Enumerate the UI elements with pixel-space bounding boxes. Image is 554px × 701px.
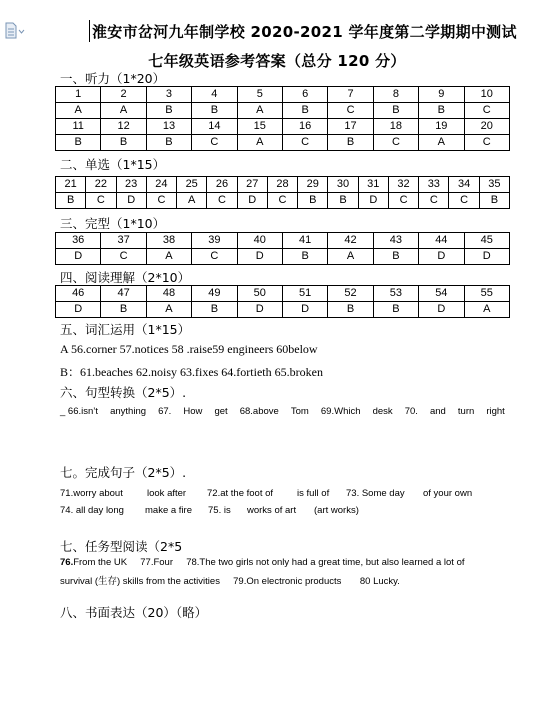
answer-cell: C bbox=[419, 193, 449, 209]
table-row bbox=[56, 249, 510, 265]
answer-cell: B bbox=[56, 135, 101, 151]
single-choice-answer-table bbox=[55, 176, 510, 209]
question-number-cell: 7 bbox=[328, 87, 373, 103]
section-task-reading-heading: 七、任务型阅读（2*5 bbox=[60, 539, 183, 554]
answer-phrase: of your own bbox=[423, 488, 473, 499]
answer-cell: C bbox=[192, 249, 237, 265]
question-number-cell: 8 bbox=[373, 87, 418, 103]
answer-phrase: 75. is bbox=[208, 505, 231, 516]
answer-word: right bbox=[486, 406, 505, 417]
answer-cell: B bbox=[479, 193, 509, 209]
answer-cell: B bbox=[282, 103, 327, 119]
question-number-cell: 52 bbox=[328, 286, 373, 302]
answer-phrase: 74. all day long bbox=[60, 505, 124, 516]
answer-cell: C bbox=[282, 135, 327, 151]
answer-cell: A bbox=[464, 302, 509, 318]
answer-cell: B bbox=[328, 302, 373, 318]
question-number-cell: 51 bbox=[282, 286, 327, 302]
question-number-cell: 55 bbox=[464, 286, 509, 302]
question-number-cell: 21 bbox=[56, 177, 86, 193]
question-number-cell: 50 bbox=[237, 286, 282, 302]
answer-cell: D bbox=[358, 193, 388, 209]
answer-cell: B bbox=[282, 249, 327, 265]
answer-phrase: make a fire bbox=[145, 505, 192, 516]
question-number-cell: 16 bbox=[282, 119, 327, 135]
vocabulary-answers-b: B：61.beaches 62.noisy 63.fixes 64.fortieth 65.broken bbox=[60, 365, 323, 379]
question-number-cell: 20 bbox=[464, 119, 509, 135]
answer-word: turn bbox=[457, 406, 475, 417]
listening-answer-table bbox=[55, 86, 510, 151]
answer-cell: C bbox=[146, 193, 176, 209]
answer-cell: A bbox=[237, 135, 282, 151]
table-row bbox=[56, 135, 510, 151]
question-number-cell: 15 bbox=[237, 119, 282, 135]
answer-cell: B bbox=[373, 249, 418, 265]
answer-word: 68.above bbox=[239, 406, 279, 417]
question-number-cell: 9 bbox=[419, 87, 464, 103]
question-number-cell: 23 bbox=[116, 177, 146, 193]
document-title: 淮安市岔河九年制学校 2020-2021 学年度第二学期期中测试 bbox=[92, 23, 517, 41]
question-number-cell: 10 bbox=[464, 87, 509, 103]
answer-cell: A bbox=[419, 135, 464, 151]
question-number-cell: 25 bbox=[177, 177, 207, 193]
answer-cell: C bbox=[101, 249, 146, 265]
answer-cell: B bbox=[328, 193, 358, 209]
question-number-cell: 49 bbox=[192, 286, 237, 302]
text-cursor bbox=[89, 20, 90, 42]
question-number-cell: 1 bbox=[56, 87, 101, 103]
question-number-cell: 53 bbox=[373, 286, 418, 302]
question-number-cell: 48 bbox=[146, 286, 191, 302]
question-number-cell: 32 bbox=[388, 177, 418, 193]
answer-cell: B bbox=[101, 302, 146, 318]
answer-cell: C bbox=[192, 135, 237, 151]
answer-cell: A bbox=[177, 193, 207, 209]
answer-cell: B bbox=[56, 193, 86, 209]
question-number-cell: 39 bbox=[192, 233, 237, 249]
answer-word: desk bbox=[372, 406, 393, 417]
question-number-cell: 18 bbox=[373, 119, 418, 135]
section-sentence-transformation-heading: 六、句型转换（2*5）. bbox=[60, 385, 187, 400]
answer-word: 70. bbox=[404, 406, 418, 417]
answer-word: and bbox=[429, 406, 446, 417]
question-number-cell: 37 bbox=[101, 233, 146, 249]
question-number-cell: 22 bbox=[86, 177, 116, 193]
table-row bbox=[56, 87, 510, 103]
question-number-cell: 44 bbox=[419, 233, 464, 249]
answer-cell: C bbox=[373, 135, 418, 151]
question-number-cell: 13 bbox=[146, 119, 191, 135]
section-vocabulary-heading: 五、词汇运用（1*15） bbox=[60, 322, 191, 337]
answer-cell: C bbox=[86, 193, 116, 209]
answer-cell: D bbox=[419, 249, 464, 265]
table-row bbox=[56, 177, 510, 193]
answer-cell: D bbox=[116, 193, 146, 209]
answer-cell: A bbox=[237, 103, 282, 119]
question-number-cell: 29 bbox=[298, 177, 328, 193]
answer-phrase: 71.worry about bbox=[60, 488, 123, 499]
answer-cell: B bbox=[373, 103, 418, 119]
answer-cell: B bbox=[101, 135, 146, 151]
task-reading-answers-line-2: survival (生存) skills from the activities 79.On electronic products 80 Lucky. bbox=[60, 576, 400, 587]
answer-cell: A bbox=[56, 103, 101, 119]
question-number-cell: 27 bbox=[237, 177, 267, 193]
question-number-cell: 19 bbox=[419, 119, 464, 135]
document-subtitle: 七年级英语参考答案（总分 120 分） bbox=[148, 52, 406, 70]
answer-word: Tom bbox=[290, 406, 309, 417]
question-number-cell: 12 bbox=[101, 119, 146, 135]
question-number-cell: 33 bbox=[419, 177, 449, 193]
answer-phrase: (art works) bbox=[314, 505, 359, 516]
question-number-cell: 3 bbox=[146, 87, 191, 103]
question-number-cell: 26 bbox=[207, 177, 237, 193]
answer-cell: D bbox=[464, 249, 509, 265]
table-row bbox=[56, 233, 510, 249]
answer-cell: C bbox=[328, 103, 373, 119]
answer-phrase: look after bbox=[147, 488, 187, 499]
answer-phrase: works of art bbox=[247, 505, 297, 516]
question-number-cell: 4 bbox=[192, 87, 237, 103]
section-single-choice-heading: 二、单选（1*15） bbox=[60, 157, 166, 172]
question-number-cell: 6 bbox=[282, 87, 327, 103]
answer-word: get bbox=[214, 406, 228, 417]
question-number-cell: 46 bbox=[56, 286, 101, 302]
question-number-cell: 11 bbox=[56, 119, 101, 135]
table-row bbox=[56, 119, 510, 135]
question-number-cell: 38 bbox=[146, 233, 191, 249]
answer-cell: B bbox=[192, 302, 237, 318]
answer-phrase: is full of bbox=[297, 488, 330, 499]
answer-cell: D bbox=[282, 302, 327, 318]
answer-cell: A bbox=[328, 249, 373, 265]
section-writing-heading: 八、书面表达（20）（略） bbox=[60, 605, 208, 620]
answer-cell: C bbox=[267, 193, 297, 209]
table-row bbox=[56, 103, 510, 119]
question-number-cell: 30 bbox=[328, 177, 358, 193]
vocabulary-answers-a: A 56.corner 57.notices 58 .raise59 engineers 60below bbox=[60, 342, 318, 356]
question-number-cell: 14 bbox=[192, 119, 237, 135]
question-number-cell: 35 bbox=[479, 177, 509, 193]
question-number-cell: 43 bbox=[373, 233, 418, 249]
section-reading-heading: 四、阅读理解（2*10） bbox=[60, 270, 191, 285]
task-reading-answers-line-1 bbox=[60, 557, 465, 568]
task-reading-number: 76. bbox=[60, 557, 74, 568]
reading-answer-table bbox=[55, 285, 510, 318]
question-number-cell: 24 bbox=[146, 177, 176, 193]
answer-cell: C bbox=[464, 103, 509, 119]
question-number-cell: 5 bbox=[237, 87, 282, 103]
answer-word: 67. bbox=[158, 406, 172, 417]
question-number-cell: 42 bbox=[328, 233, 373, 249]
answer-cell: D bbox=[56, 302, 101, 318]
question-number-cell: 34 bbox=[449, 177, 479, 193]
table-row bbox=[56, 286, 510, 302]
question-number-cell: 17 bbox=[328, 119, 373, 135]
section-listening-heading: 一、听力（1*20） bbox=[60, 71, 166, 86]
answer-cell: C bbox=[449, 193, 479, 209]
answer-cell: B bbox=[146, 103, 191, 119]
question-number-cell: 2 bbox=[101, 87, 146, 103]
answer-cell: B bbox=[419, 103, 464, 119]
answer-cell: B bbox=[146, 135, 191, 151]
question-number-cell: 47 bbox=[101, 286, 146, 302]
answer-cell: D bbox=[56, 249, 101, 265]
answer-cell: C bbox=[464, 135, 509, 151]
cloze-answer-table bbox=[55, 232, 510, 265]
answer-cell: B bbox=[328, 135, 373, 151]
question-number-cell: 45 bbox=[464, 233, 509, 249]
answer-cell: A bbox=[101, 103, 146, 119]
question-number-cell: 54 bbox=[419, 286, 464, 302]
task-reading-text-1: From the UK 77.Four 78.The two girls not only had a great time, but also learned a lot of bbox=[73, 557, 465, 568]
answer-cell: D bbox=[237, 193, 267, 209]
answer-cell: D bbox=[419, 302, 464, 318]
question-number-cell: 28 bbox=[267, 177, 297, 193]
section-complete-sentences-heading: 七。完成句子（2*5）. bbox=[60, 465, 187, 480]
answer-cell: B bbox=[192, 103, 237, 119]
answer-cell: B bbox=[298, 193, 328, 209]
question-number-cell: 41 bbox=[282, 233, 327, 249]
answer-word: _ 66.isn’t bbox=[60, 406, 99, 417]
question-number-cell: 36 bbox=[56, 233, 101, 249]
question-number-cell: 40 bbox=[237, 233, 282, 249]
question-number-cell: 31 bbox=[358, 177, 388, 193]
answer-word: How bbox=[183, 406, 203, 417]
sentence-transformation-answers bbox=[60, 406, 505, 417]
section-cloze-heading: 三、完型（1*10） bbox=[60, 216, 166, 231]
answer-cell: A bbox=[146, 302, 191, 318]
answer-cell: D bbox=[237, 302, 282, 318]
answer-cell: C bbox=[388, 193, 418, 209]
table-row bbox=[56, 193, 510, 209]
answer-word: 69.Which bbox=[320, 406, 361, 417]
answer-phrase: 72.at the foot of bbox=[207, 488, 274, 499]
answer-phrase: 73. Some day bbox=[346, 488, 405, 499]
answer-cell: C bbox=[207, 193, 237, 209]
answer-cell: B bbox=[373, 302, 418, 318]
answer-cell: A bbox=[146, 249, 191, 265]
table-row bbox=[56, 302, 510, 318]
answer-word: anything bbox=[110, 406, 147, 417]
document-icon[interactable] bbox=[4, 22, 26, 40]
answer-cell: D bbox=[237, 249, 282, 265]
